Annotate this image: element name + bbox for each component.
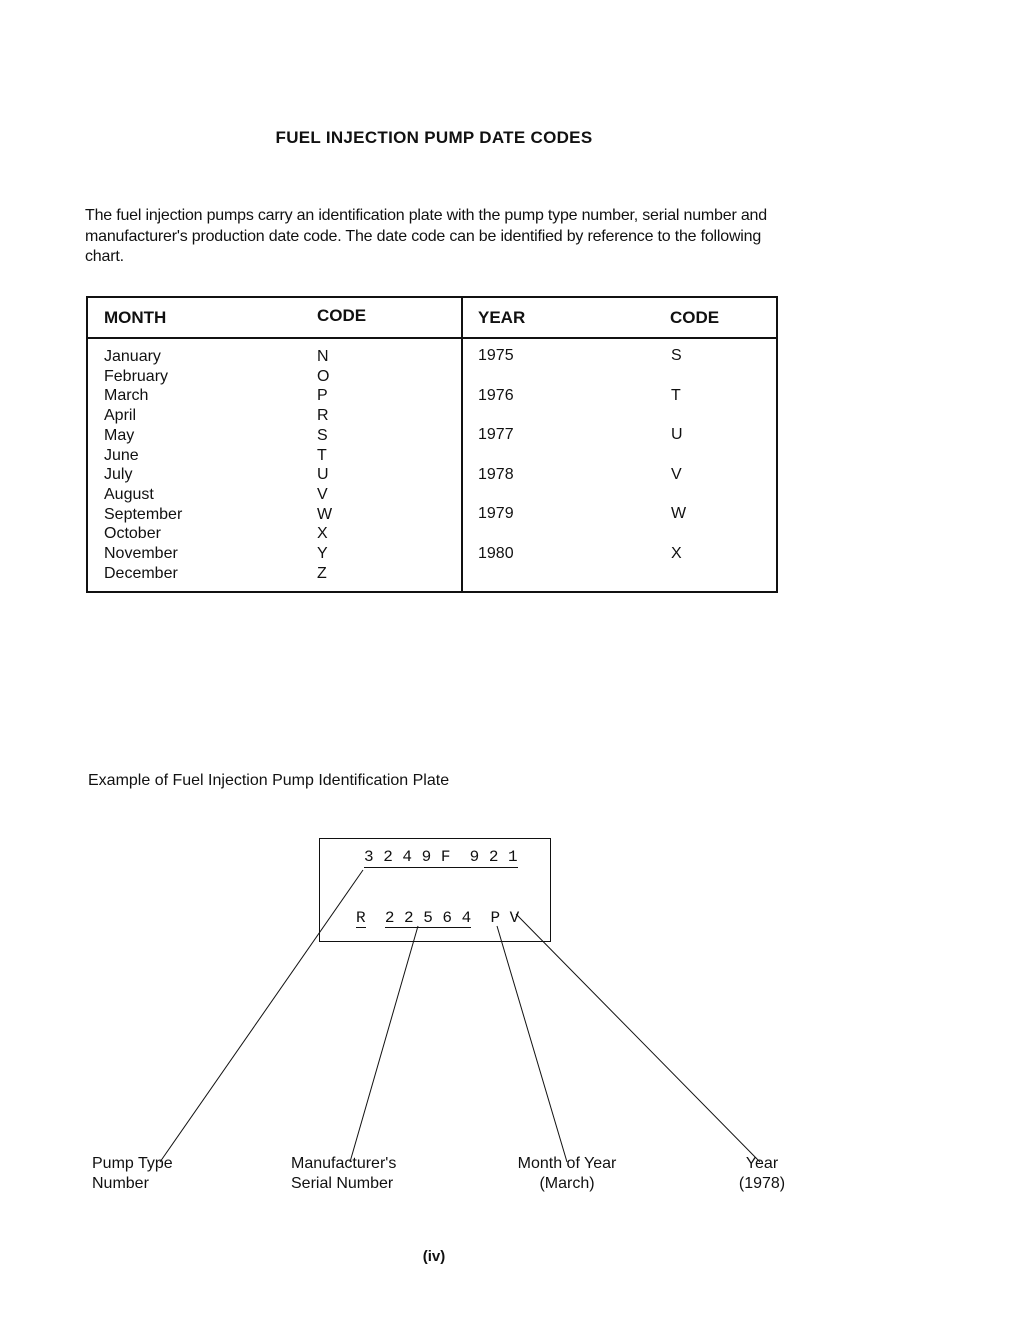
month-code: T [317, 446, 327, 464]
month-code: V [317, 485, 328, 503]
year-value: 1978 [478, 465, 514, 483]
header-year-code: CODE [670, 308, 720, 327]
year-value: 1976 [478, 386, 514, 404]
page-number: (iv) [422, 1248, 446, 1265]
month-name: July [104, 466, 133, 484]
month-name: January [104, 348, 161, 365]
month-code: N [317, 348, 329, 365]
page-title: FUEL INJECTION PUMP DATE CODES [275, 128, 593, 147]
month-code: W [317, 505, 333, 523]
header-month: MONTH [104, 308, 167, 327]
header-month-code: CODE [317, 306, 367, 325]
label-year [722, 1154, 802, 1194]
year-code: U [671, 426, 683, 443]
label-month-line2: (March) [539, 1175, 595, 1192]
date-code-table [86, 296, 778, 593]
label-serial [291, 1154, 396, 1194]
leader-serial [350, 926, 418, 1162]
plate-year-code: V [509, 909, 520, 927]
label-pump-type-line2: Number [92, 1175, 149, 1192]
leader-year [516, 914, 760, 1162]
table-column-divider [461, 298, 463, 591]
plate-pump-type-text: 3 2 4 9 F 9 2 1 [364, 848, 518, 866]
label-month-line1: Month of Year [517, 1155, 617, 1172]
label-year-line1: Year [745, 1155, 779, 1172]
label-pump-type-line1: Pump Type [92, 1155, 173, 1172]
label-pump-type [92, 1154, 173, 1194]
month-code: U [317, 466, 329, 484]
label-year-line2: (1978) [738, 1175, 786, 1192]
month-name: May [104, 426, 135, 444]
identification-plate [319, 838, 551, 942]
month-code: S [317, 426, 328, 444]
year-code: T [671, 386, 681, 404]
plate-serial-line [356, 909, 519, 928]
year-code: V [671, 465, 682, 483]
plate-serial-prefix: R [356, 909, 366, 927]
example-caption: Example of Fuel Injection Pump Identification Plate [88, 772, 450, 789]
plate-serial-number: 2 2 5 6 4 [384, 909, 472, 927]
month-name: August [104, 485, 154, 503]
label-month [506, 1154, 628, 1194]
month-name: November [104, 545, 178, 562]
year-code: S [671, 347, 682, 364]
year-code: X [671, 544, 682, 562]
intro-paragraph: The fuel injection pumps carry an identification plate with the pump type number, serial number and manufacturer's production date code. The date code can be identified by reference to the following chart. [85, 207, 767, 265]
header-year: YEAR [478, 308, 526, 327]
year-value: 1979 [478, 505, 514, 522]
plate-month-code: P [490, 909, 501, 927]
month-name: December [104, 564, 178, 582]
label-serial-line1: Manufacturer's [291, 1155, 397, 1172]
month-name: June [104, 446, 139, 464]
year-value: 1975 [478, 347, 514, 364]
month-name: September [104, 505, 183, 523]
table-header-divider [88, 337, 776, 339]
label-serial-line2: Serial Number [291, 1175, 394, 1192]
month-name: April [104, 407, 137, 425]
month-name: October [104, 525, 161, 543]
month-code: Z [317, 564, 327, 582]
year-value: 1980 [478, 544, 514, 562]
month-code: R [317, 407, 329, 425]
year-code: W [671, 505, 687, 522]
month-code: X [317, 525, 328, 543]
month-code: O [317, 367, 330, 385]
month-name: March [104, 387, 149, 405]
month-code: Y [317, 545, 328, 562]
month-name: February [104, 367, 169, 385]
month-code: P [317, 387, 328, 405]
plate-pump-type [364, 848, 518, 868]
year-value: 1977 [478, 426, 514, 443]
leader-month [497, 926, 567, 1162]
